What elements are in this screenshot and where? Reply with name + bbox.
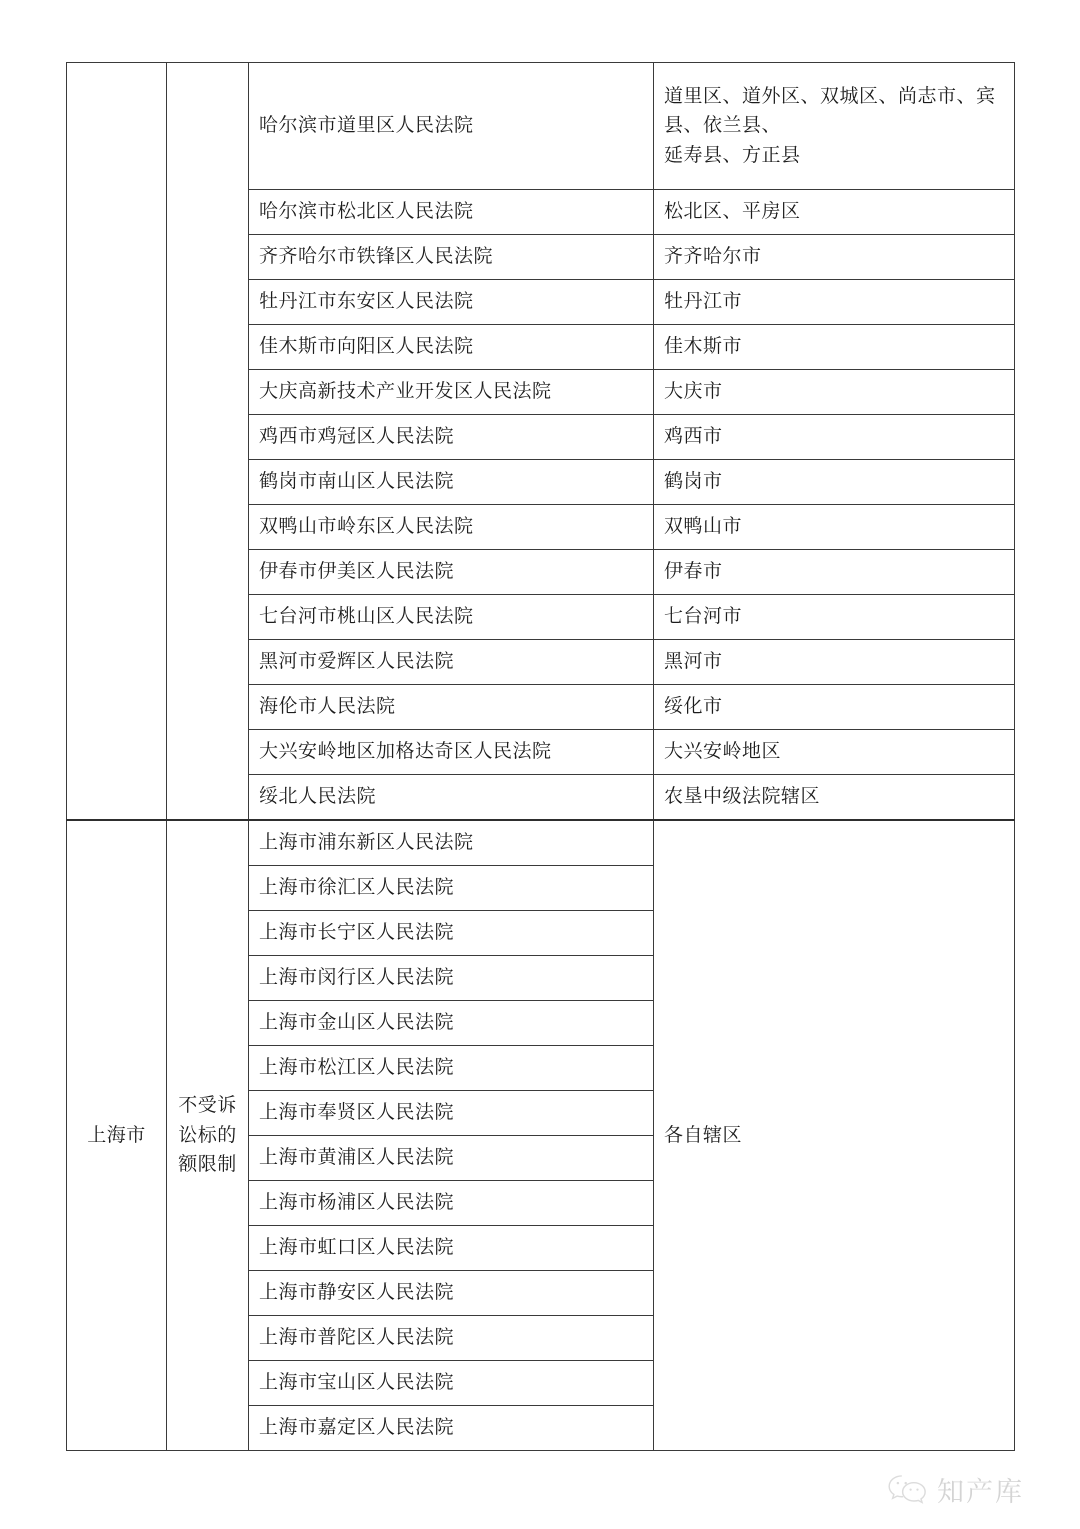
jurisdiction-area-cell: 各自辖区 [654, 820, 1015, 1451]
jurisdiction-area-cell: 七台河市 [654, 595, 1015, 640]
court-name-cell: 大庆高新技术产业开发区人民法院 [249, 370, 654, 415]
table-body [67, 63, 1015, 1451]
court-name-cell: 哈尔滨市松北区人民法院 [249, 190, 654, 235]
court-name-cell: 上海市静安区人民法院 [249, 1271, 654, 1316]
court-jurisdiction-table [66, 62, 1015, 1451]
jurisdiction-area-cell: 伊春市 [654, 550, 1015, 595]
watermark [887, 1470, 1024, 1509]
jurisdiction-area-cell: 牡丹江市 [654, 280, 1015, 325]
court-name-cell: 黑河市爱辉区人民法院 [249, 640, 654, 685]
court-name-cell: 鹤岗市南山区人民法院 [249, 460, 654, 505]
court-name-cell: 齐齐哈尔市铁锋区人民法院 [249, 235, 654, 280]
court-name-cell: 上海市徐汇区人民法院 [249, 866, 654, 911]
court-name-cell: 大兴安岭地区加格达奇区人民法院 [249, 730, 654, 775]
jurisdiction-area-cell: 齐齐哈尔市 [654, 235, 1015, 280]
court-name-cell: 七台河市桃山区人民法院 [249, 595, 654, 640]
jurisdiction-area-cell: 双鸭山市 [654, 505, 1015, 550]
jurisdiction-area-cell: 农垦中级法院辖区 [654, 775, 1015, 821]
court-name-cell: 上海市奉贤区人民法院 [249, 1091, 654, 1136]
court-name-cell: 上海市虹口区人民法院 [249, 1226, 654, 1271]
table-row [67, 820, 1015, 866]
jurisdiction-area-cell: 大兴安岭地区 [654, 730, 1015, 775]
jurisdiction-area-cell: 松北区、平房区 [654, 190, 1015, 235]
province-cell: 上海市 [67, 820, 167, 1451]
court-name-cell: 上海市浦东新区人民法院 [249, 820, 654, 866]
court-name-cell: 上海市宝山区人民法院 [249, 1361, 654, 1406]
court-name-cell: 牡丹江市东安区人民法院 [249, 280, 654, 325]
area-line-2: 延寿县、方正县 [664, 144, 801, 166]
court-name-cell: 上海市普陀区人民法院 [249, 1316, 654, 1361]
watermark-text: 知产库 [937, 1477, 1024, 1507]
court-name-cell: 绥北人民法院 [249, 775, 654, 821]
area-line-1: 道里区、道外区、双城区、尚志市、宾县、依兰县、 [664, 85, 996, 137]
court-name-cell: 上海市长宁区人民法院 [249, 911, 654, 956]
limit-cell [167, 63, 249, 821]
jurisdiction-area-cell: 大庆市 [654, 370, 1015, 415]
court-name-cell: 上海市黄浦区人民法院 [249, 1136, 654, 1181]
jurisdiction-area-cell: 鸡西市 [654, 415, 1015, 460]
court-name-cell: 上海市闵行区人民法院 [249, 956, 654, 1001]
limit-cell: 不受诉讼标的额限制 [167, 820, 249, 1451]
court-name-cell: 鸡西市鸡冠区人民法院 [249, 415, 654, 460]
court-name-cell: 上海市杨浦区人民法院 [249, 1181, 654, 1226]
court-name-cell: 双鸭山市岭东区人民法院 [249, 505, 654, 550]
court-name-cell: 上海市松江区人民法院 [249, 1046, 654, 1091]
court-name-cell: 海伦市人民法院 [249, 685, 654, 730]
court-name-cell: 佳木斯市向阳区人民法院 [249, 325, 654, 370]
jurisdiction-area-cell: 绥化市 [654, 685, 1015, 730]
jurisdiction-area-cell: 佳木斯市 [654, 325, 1015, 370]
table-row [67, 63, 1015, 190]
court-name-cell: 上海市金山区人民法院 [249, 1001, 654, 1046]
province-cell [67, 63, 167, 821]
court-name-cell: 伊春市伊美区人民法院 [249, 550, 654, 595]
wechat-icon [887, 1473, 929, 1507]
jurisdiction-area-cell: 黑河市 [654, 640, 1015, 685]
court-name-cell: 哈尔滨市道里区人民法院 [249, 63, 654, 190]
jurisdiction-area-cell: 鹤岗市 [654, 460, 1015, 505]
court-name-cell: 上海市嘉定区人民法院 [249, 1406, 654, 1451]
jurisdiction-area-cell [654, 63, 1015, 190]
